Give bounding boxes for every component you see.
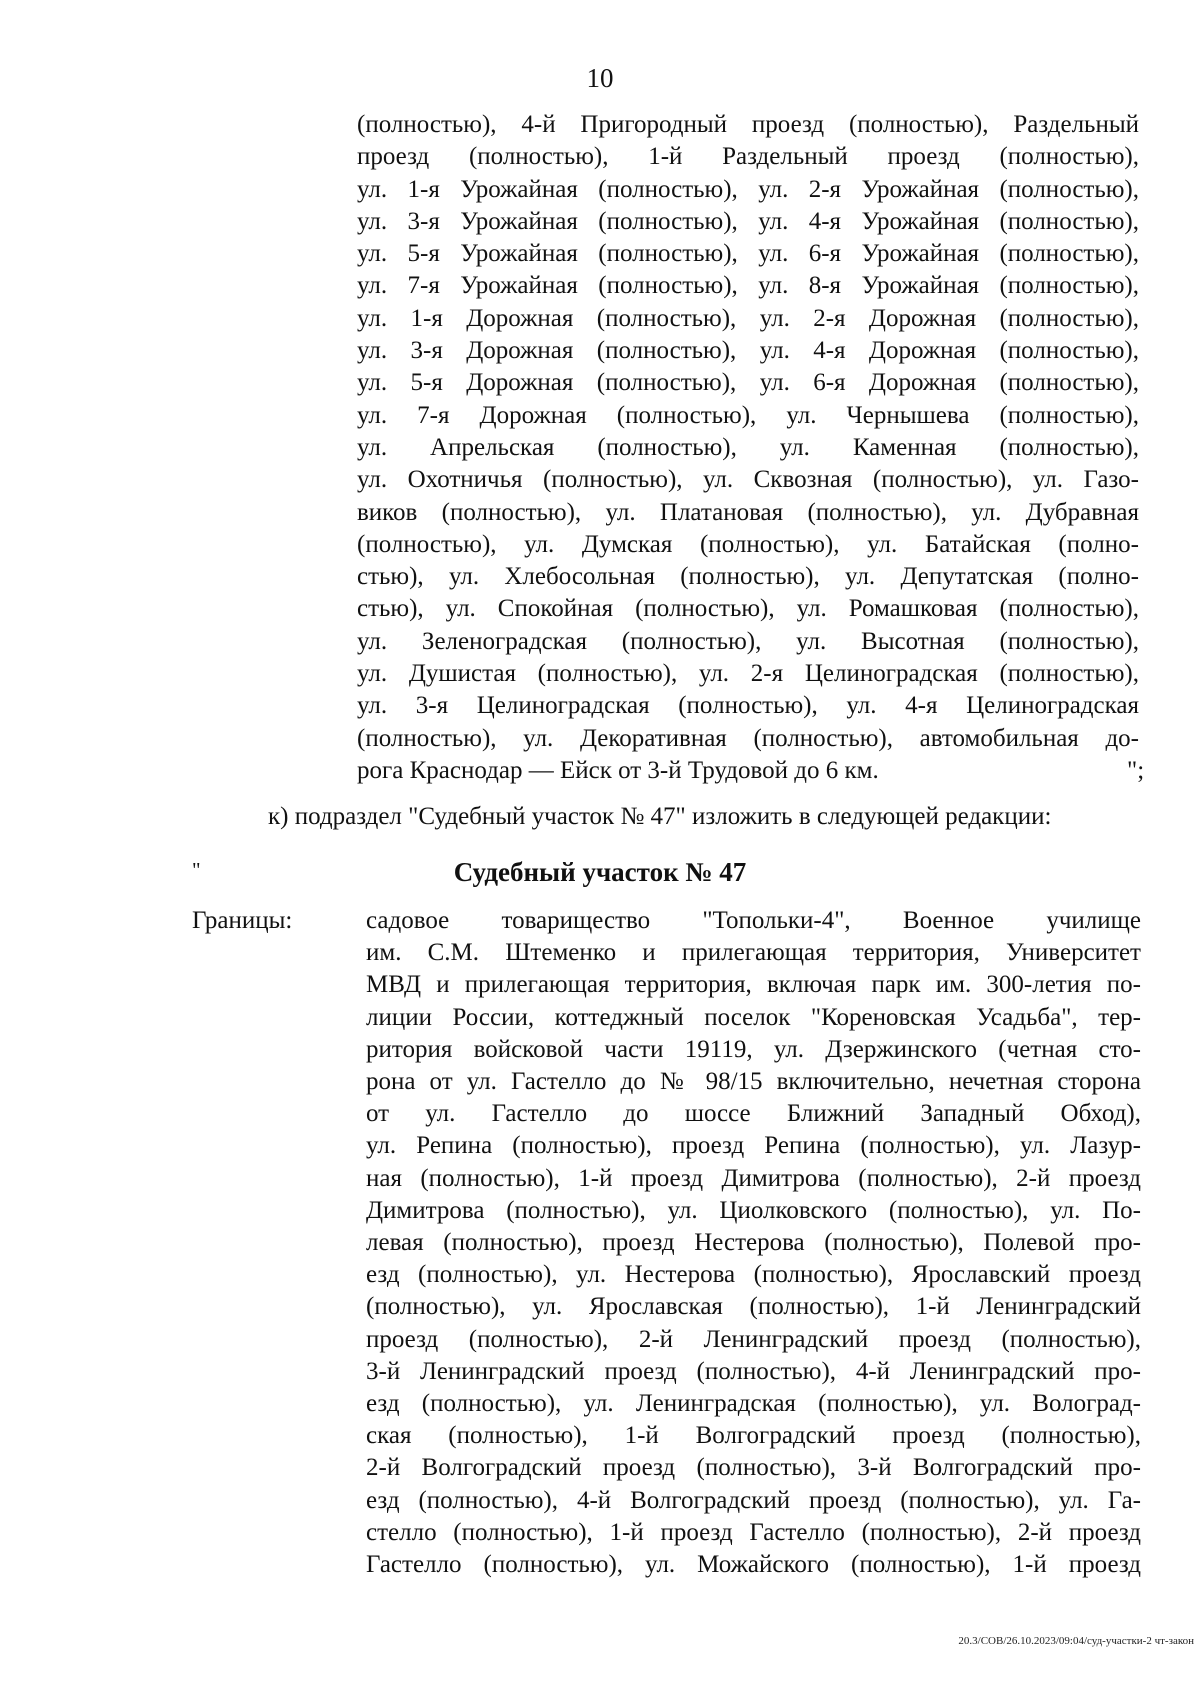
- bounds-label: Границы:: [192, 907, 293, 934]
- document-stamp: 20.3/СОВ/26.10.2023/09:04/суд-участки-2 чт-закон: [958, 1635, 1194, 1647]
- text-line: ул. 7-я Урожайная (полностью), ул. 8-я Урожайная (полностью),: [357, 272, 1139, 300]
- text-line: ул. Душистая (полностью), ул. 2-я Целиноградская (полностью),: [357, 660, 1139, 688]
- text-line: езд (полностью), 4-й Волгоградский проезд (полностью), ул. Га-: [366, 1486, 1141, 1514]
- boundaries-text: [366, 905, 1141, 1581]
- text-line: ул. Зеленоградская (полностью), ул. Высотная (полностью),: [357, 627, 1139, 655]
- text-line: Димитрова (полностью), ул. Циолковского (полностью), ул. По-: [366, 1196, 1141, 1224]
- text-line: 2-й Волгоградский проезд (полностью), 3-й Волгоградский про-: [366, 1454, 1141, 1482]
- text-line: ул. Охотничья (полностью), ул. Сквозная (полностью), ул. Газо-: [357, 466, 1139, 494]
- text-line: (полностью), ул. Ярославская (полностью), 1-й Ленинградский: [366, 1293, 1141, 1321]
- opening-quote: ": [192, 858, 201, 882]
- text-line: ул. 5-я Урожайная (полностью), ул. 6-я Урожайная (полностью),: [357, 240, 1139, 268]
- text-line: стелло (полностью), 1-й проезд Гастелло (полностью), 2-й проезд: [366, 1518, 1141, 1546]
- text-line: ул. Репина (полностью), проезд Репина (полностью), ул. Лазур-: [366, 1132, 1141, 1160]
- text-line: ская (полностью), 1-й Волгоградский проезд (полностью),: [366, 1422, 1141, 1450]
- page-number: 10: [586, 63, 614, 93]
- text-line: стью), ул. Хлебосольная (полностью), ул. Депутатская (полно-: [357, 563, 1139, 591]
- text-line: (полностью), ул. Декоративная (полностью), автомобильная до-: [357, 724, 1139, 752]
- text-line: виков (полностью), ул. Платановая (полностью), ул. Дубравная: [357, 498, 1139, 526]
- text-line: лиции России, коттеджный поселок "Кореновская Усадьба", тер-: [366, 1003, 1141, 1031]
- section-title: Судебный участок № 47: [453, 857, 747, 887]
- text-line: рога Краснодар — Ейск от 3-й Трудовой до 6 км.: [357, 756, 879, 784]
- amendment-instruction: к) подраздел "Судебный участок № 47" изложить в следующей редакции:: [268, 803, 1052, 830]
- text-line: МВД и прилегающая территория, включая парк им. 300-летия по-: [366, 971, 1141, 999]
- text-line: ритория войсковой части 19119, ул. Дзержинского (четная сто-: [366, 1035, 1141, 1063]
- text-line: стью), ул. Спокойная (полностью), ул. Ромашковая (полностью),: [357, 595, 1139, 623]
- text-line: проезд (полностью), 2-й Ленинградский проезд (полностью),: [366, 1325, 1141, 1353]
- text-line: езд (полностью), ул. Ленинградская (полностью), ул. Волоград-: [366, 1390, 1141, 1418]
- text-line: рона от ул. Гастелло до № 98/15 включительно, нечетная сторона: [366, 1068, 1141, 1096]
- text-line: им. С.М. Штеменко и прилегающая территория, Университет: [366, 939, 1141, 967]
- text-line: ул. 3-я Целиноградская (полностью), ул. 4-я Целиноградская: [357, 692, 1139, 720]
- text-line: садовое товарищество "Топольки-4", Военное училище: [366, 907, 1141, 934]
- text-line: ул. 3-я Дорожная (полностью), ул. 4-я Дорожная (полностью),: [357, 337, 1139, 365]
- text-line: левая (полностью), проезд Нестерова (полностью), Полевой про-: [366, 1229, 1141, 1257]
- text-line: (полностью), 4-й Пригородный проезд (полностью), Раздельный: [357, 111, 1139, 138]
- text-line: ул. 1-я Урожайная (полностью), ул. 2-я Урожайная (полностью),: [357, 175, 1139, 203]
- text-line: ул. 1-я Дорожная (полностью), ул. 2-я Дорожная (полностью),: [357, 304, 1139, 332]
- closing-quote: ";: [1127, 757, 1145, 784]
- text-line: езд (полностью), ул. Нестерова (полностью), Ярославский проезд: [366, 1261, 1141, 1289]
- text-line: Гастелло (полностью), ул. Можайского (полностью), 1-й проезд: [366, 1551, 1141, 1579]
- text-line: (полностью), ул. Думская (полностью), ул. Батайская (полно-: [357, 530, 1139, 558]
- text-line: ул. Апрельская (полностью), ул. Каменная (полностью),: [357, 433, 1139, 461]
- text-line: от ул. Гастелло до шоссе Ближний Западный Обход),: [366, 1100, 1141, 1128]
- text-line: 3-й Ленинградский проезд (полностью), 4-й Ленинградский про-: [366, 1357, 1141, 1385]
- text-line: ул. 5-я Дорожная (полностью), ул. 6-я Дорожная (полностью),: [357, 369, 1139, 397]
- text-line: проезд (полностью), 1-й Раздельный проезд (полностью),: [357, 143, 1139, 171]
- continued-address-list: [357, 109, 1139, 787]
- text-line: ул. 3-я Урожайная (полностью), ул. 4-я Урожайная (полностью),: [357, 207, 1139, 235]
- text-line: ная (полностью), 1-й проезд Димитрова (полностью), 2-й проезд: [366, 1164, 1141, 1192]
- text-line: ул. 7-я Дорожная (полностью), ул. Чернышева (полностью),: [357, 401, 1139, 429]
